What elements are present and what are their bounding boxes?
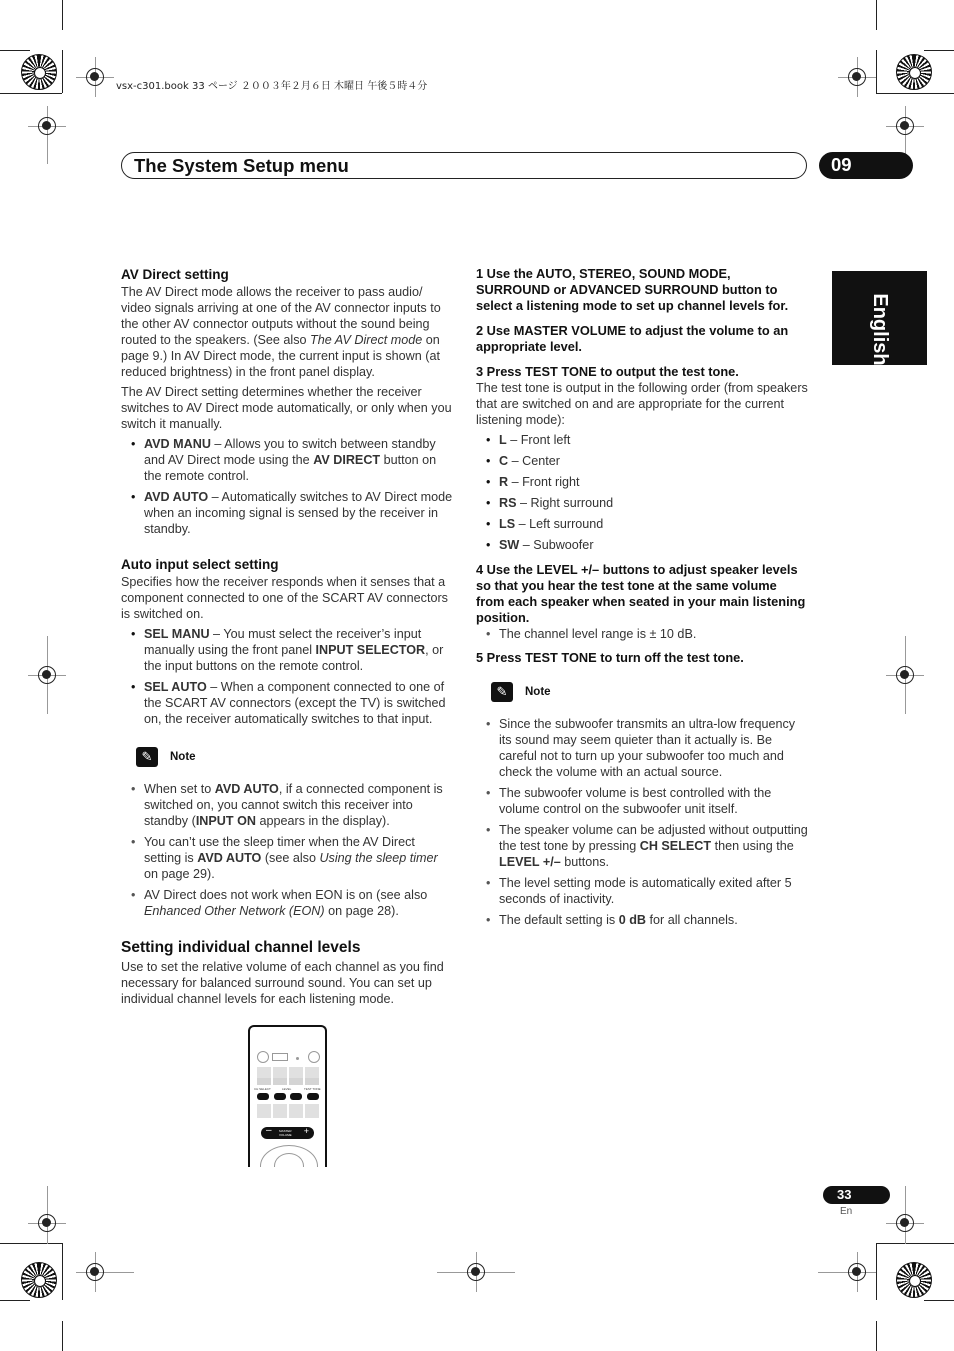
- list-item: • The level setting mode is automatically exited after 5 seconds of inactivity.: [476, 875, 808, 907]
- crop-mark: [62, 50, 63, 93]
- language-label: English: [869, 293, 891, 366]
- crop-mark: [876, 50, 877, 93]
- step-2: 2 Use MASTER VOLUME to adjust the volume to an appropriate level.: [476, 323, 789, 354]
- list-item: • The default setting is 0 dB for all channels.: [476, 912, 808, 928]
- note-list: [476, 716, 808, 928]
- registration-mark: [896, 1214, 914, 1232]
- crop-mark: [62, 1243, 63, 1300]
- crop-mark: [924, 1300, 954, 1301]
- pencil-note-icon: ✎: [491, 682, 513, 702]
- av-direct-paragraph-2: The AV Direct setting determines whether the receiver switches to AV Direct mode automatically, or only when you switch it manually.: [121, 385, 452, 431]
- list-item: • AVD MANU – Allows you to switch between standby and AV Direct mode using the AV DIRECT button on the remote control.: [121, 436, 454, 484]
- remote-power-button: [257, 1051, 269, 1063]
- crop-mark: [876, 1243, 954, 1244]
- channel-levels-paragraph: Use to set the relative volume of each channel as you find necessary for balanced surround sound. You can set up individual channel levels for each listening mode.: [121, 960, 444, 1006]
- list-item: • You can’t use the sleep timer when the AV Direct setting is AVD AUTO (see also Using the sleep timer on page 29).: [121, 834, 454, 882]
- auto-input-paragraph: Specifies how the receiver responds when it senses that a component connected to one of the SCART AV connectors is switched on.: [121, 575, 448, 621]
- remote-level-buttons: [257, 1093, 319, 1100]
- registration-mark: [38, 1214, 56, 1232]
- step-4-notes: [476, 626, 808, 642]
- print-header: vsx-c301.book 33 ページ ２００３年２月６日 木曜日 午後５時４分: [116, 81, 428, 92]
- crop-mark: [876, 1243, 877, 1300]
- chapter-title-bar: [121, 152, 807, 179]
- list-item: • SEL AUTO – When a component connected to one of the SCART AV connectors (except the TV) is switched on, the receiver automatically switches to that input.: [121, 679, 454, 727]
- step-3-paragraph: The test tone is output in the following order (from speakers that are switched on and are appropriate for the current listening mode):: [476, 381, 808, 427]
- list-item: • The subwoofer volume is best controlled with the volume control on the subwoofer unit itself.: [476, 785, 808, 817]
- av-direct-options: [121, 436, 454, 537]
- av-direct-paragraph: The AV Direct mode allows the receiver to pass audio/ video signals arriving at one of the AV connector inputs to the other AV connector outputs without the sound being routed to the speakers. (See also The AV Direct mode on page 9.) In AV Direct mode, the current input is shown (at reduced brightness) in the front panel display.: [121, 285, 441, 379]
- registration-rosette: [896, 54, 932, 90]
- master-volume-rocker: – MASTER VOLUME +: [261, 1127, 314, 1139]
- list-item: • The channel level range is ± 10 dB.: [476, 626, 808, 642]
- speaker-order-list: [476, 432, 808, 553]
- av-direct-heading: AV Direct setting: [121, 267, 229, 282]
- note-header: [136, 747, 454, 767]
- step-1: 1 Use the AUTO, STEREO, SOUND MODE, SURROUND or ADVANCED SURROUND button to select a listening mode to set up channel levels for.: [476, 266, 789, 313]
- note-label: Note: [525, 686, 551, 698]
- crop-mark: [876, 1321, 877, 1351]
- list-item: • SW – Subwoofer: [476, 537, 808, 553]
- chapter-title: The System Setup menu: [134, 155, 349, 176]
- crop-mark: [876, 0, 877, 30]
- list-item: • C – Center: [476, 453, 808, 469]
- step-3: 3 Press TEST TONE to output the test tone.: [476, 364, 739, 379]
- list-item: • RS – Right surround: [476, 495, 808, 511]
- list-item: • SEL MANU – You must select the receiver’s input manually using the front panel INPUT SELECTOR, or the input buttons on the remote control.: [121, 626, 454, 674]
- crop-mark: [876, 93, 954, 94]
- registration-rosette: [896, 1262, 932, 1298]
- crop-mark: [0, 1243, 62, 1244]
- registration-mark: [896, 117, 914, 135]
- note-list: [121, 781, 454, 919]
- crop-mark: [62, 0, 63, 30]
- crop-mark: [62, 1321, 63, 1351]
- registration-mark: [86, 68, 104, 86]
- left-column: [121, 267, 454, 1007]
- registration-mark: [848, 1263, 866, 1281]
- page-number: 33: [837, 1187, 852, 1202]
- registration-mark: [86, 1263, 104, 1281]
- step-5: 5 Press TEST TONE to turn off the test tone.: [476, 650, 744, 665]
- step-4: 4 Use the LEVEL +/– buttons to adjust speaker levels so that you hear the test tone at the same volume from each speaker when seated in your main listening position.: [476, 562, 806, 625]
- registration-rosette: [21, 54, 57, 90]
- note-label: Note: [170, 751, 196, 763]
- remote-control-illustration: CH SELECT LEVEL TEST TONE – MASTER VOLUME +: [248, 1025, 327, 1167]
- channel-levels-heading: Setting individual channel levels: [121, 939, 361, 956]
- crop-mark: [924, 50, 954, 51]
- list-item: • R – Front right: [476, 474, 808, 490]
- page-number-badge: [823, 1186, 890, 1204]
- registration-mark: [38, 666, 56, 684]
- right-column: [476, 266, 808, 933]
- registration-mark: [38, 117, 56, 135]
- registration-mark: [848, 68, 866, 86]
- list-item: • LS – Left surround: [476, 516, 808, 532]
- note-header: [491, 682, 808, 702]
- auto-input-heading: Auto input select setting: [121, 557, 279, 572]
- list-item: • Since the subwoofer transmits an ultra-low frequency its sound may seem quieter than it actually is. Be careful not to turn up your subwoofer too much and check the volume with an actual source.: [476, 716, 808, 780]
- list-item: • AV Direct does not work when EON is on (see also Enhanced Other Network (EON) on page 28).: [121, 887, 454, 919]
- list-item: • L – Front left: [476, 432, 808, 448]
- crop-mark: [0, 50, 30, 51]
- auto-input-options: [121, 626, 454, 727]
- list-item: • The speaker volume can be adjusted without outputting the test tone by pressing CH SELECT then using the LEVEL +/– buttons.: [476, 822, 808, 870]
- page-language-code: En: [840, 1206, 853, 1217]
- list-item: • AVD AUTO – Automatically switches to AV Direct mode when an incoming signal is sensed by the receiver in standby.: [121, 489, 454, 537]
- registration-rosette: [21, 1262, 57, 1298]
- registration-mark: [467, 1263, 485, 1281]
- pencil-note-icon: ✎: [136, 747, 158, 767]
- registration-mark: [896, 666, 914, 684]
- chapter-number-tab: [819, 152, 913, 179]
- crop-mark: [0, 1300, 30, 1301]
- chapter-number: 09: [831, 154, 852, 175]
- crop-mark: [0, 93, 62, 94]
- language-tab: [832, 271, 927, 365]
- list-item: • When set to AVD AUTO, if a connected component is switched on, you cannot switch this receiver into standby (INPUT ON appears in the display).: [121, 781, 454, 829]
